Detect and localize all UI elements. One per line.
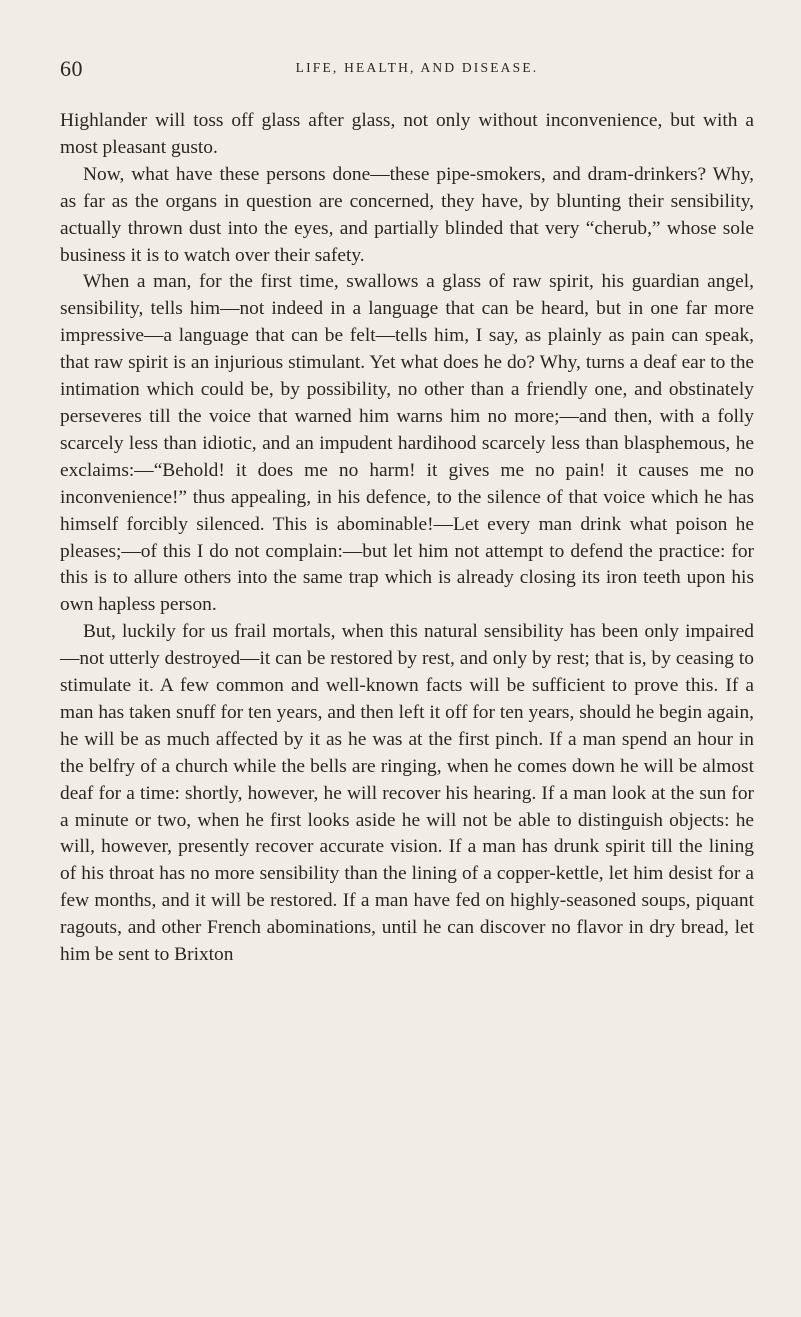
paragraph: Now, what have these persons done—these pipe-smokers, and dram-drinkers? Why, as far as the organs in question are concerned, they have, by blunting their sensibility, actually thrown dust into the eyes, and partially blinded that very “cherub,” whose sole business it is to watch over their safety. <box>60 163 754 266</box>
paragraph-continued: Highlander will toss off glass after glass, not only without inconvenience, but with a most pleasant gusto. <box>60 110 754 158</box>
body-text <box>60 108 754 969</box>
page-header <box>60 56 754 86</box>
running-title: LIFE, HEALTH, AND DISEASE. <box>295 60 539 75</box>
page-number: 60 <box>60 56 83 81</box>
paragraph: When a man, for the first time, swallows a glass of raw spirit, his guardian angel, sensibility, tells him—not indeed in a language that can be heard, but in one far more impressive—a language that can be felt—tells him, I say, as plainly as pain can speak, that raw spirit is an injurious stimulant. Yet what does he do? Why, turns a deaf ear to the intimation which could be, by possibility, no other than a friendly one, and obstinately perseveres till the voice that warned him warns him no more;—and then, with a folly scarcely less than idiotic, and an impudent hardihood scarcely less than blasphemous, he exclaims:—“Behold! it does me no harm! it gives me no pain! it causes me no inconvenience!” thus appealing, in his defence, to the silence of that voice which he has himself forcibly silenced. This is abominable!—Let every man drink what poison he pleases;—of this I do not complain:—but let him not attempt to defend the practice: for this is to allure others into the same trap which is already closing its iron teeth upon his own hapless person. <box>60 271 754 616</box>
paragraph: But, luckily for us frail mortals, when this natural sensibility has been only impaired—not utterly destroyed—it can be restored by rest, and only by rest; that is, by ceasing to stimulate it. A few common and well-known facts will be sufficient to prove this. If a man has taken snuff for ten years, and then left it off for ten years, should he begin again, he will be as much affected by it as he was at the first pinch. If a man spend an hour in the belfry of a church while the bells are ringing, when he comes down he will be almost deaf for a time: shortly, however, he will recover his hearing. If a man look at the sun for a minute or two, when he first looks aside he will not be able to distinguish objects: he will, however, presently recover accurate vision. If a man has drunk spirit till the lining of his throat has no more sensibility than the lining of a copper-kettle, let him desist for a few months, and it will be restored. If a man have fed on highly-seasoned soups, piquant ragouts, and other French abominations, until he can discover no flavor in dry bread, let him be sent to Brixton <box>60 621 754 966</box>
